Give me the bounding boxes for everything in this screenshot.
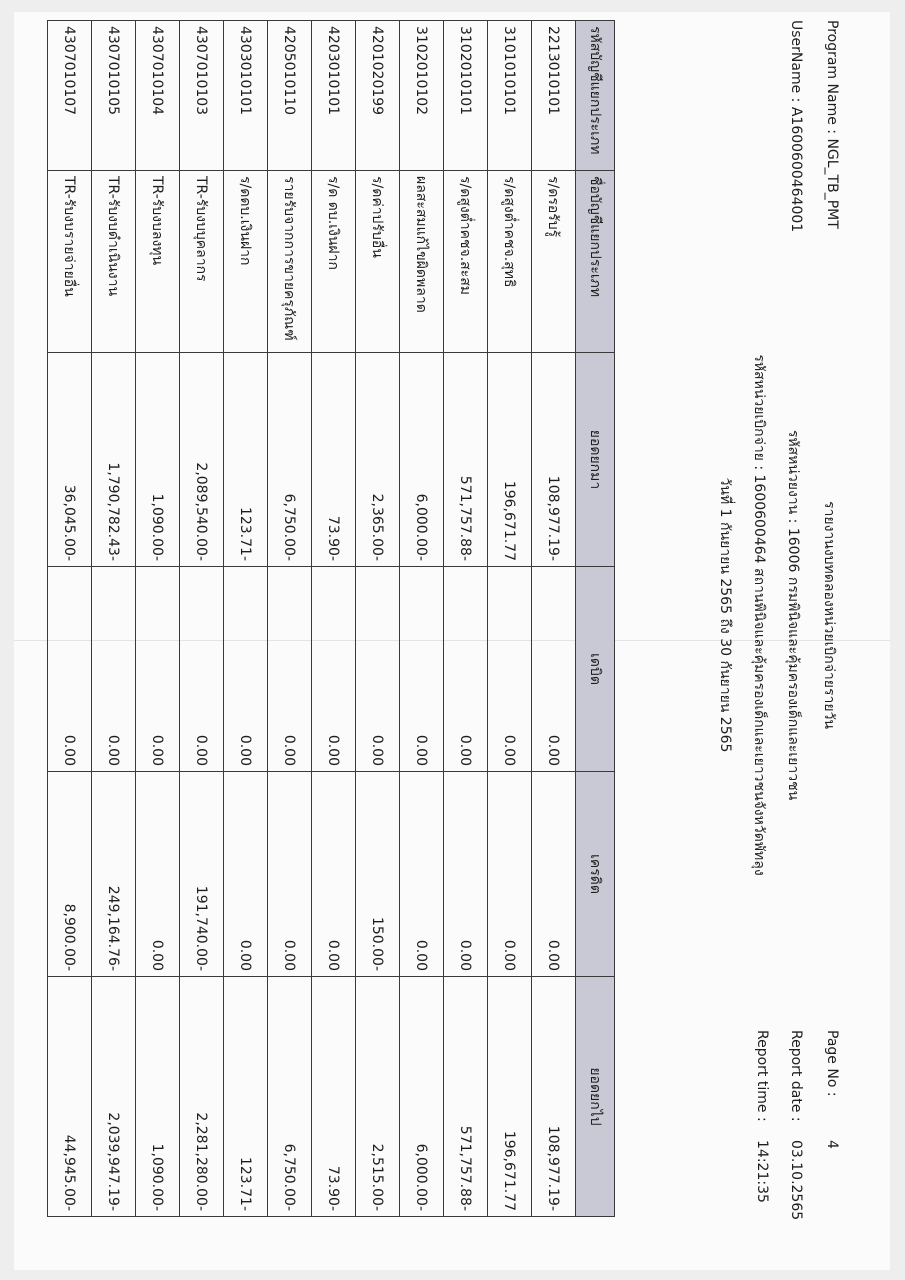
cell-account-name: ร/ด ดบ.เงินฝาก xyxy=(312,171,356,353)
cell-opening-balance: 73.90- xyxy=(312,353,356,567)
cell-opening-balance: 571,757.88- xyxy=(444,353,488,567)
cell-account-code: 4201020199 xyxy=(356,21,400,171)
col-header-account-code: รหัสบัญชีแยกประเภท xyxy=(576,21,615,171)
cell-account-name: TR-รับงบรายจ่ายอื่น xyxy=(48,171,92,353)
table-row xyxy=(444,21,488,1217)
cell-account-name: ร/ดดบ.เงินฝาก xyxy=(224,171,268,353)
program-name: Program Name : NGL_TB_PMT xyxy=(824,20,840,229)
cell-closing-balance: 6,000.00- xyxy=(400,977,444,1217)
cell-opening-balance: 123.71- xyxy=(224,353,268,567)
cell-closing-balance: 1,090.00- xyxy=(136,977,180,1217)
cell-debit: 0.00 xyxy=(92,567,136,772)
table-row xyxy=(92,21,136,1217)
cell-credit: 8,900.00- xyxy=(48,772,92,977)
cell-opening-balance: 2,365.00- xyxy=(356,353,400,567)
cell-debit: 0.00 xyxy=(444,567,488,772)
cell-debit: 0.00 xyxy=(268,567,312,772)
cell-account-name: ร/ดค่าปรับอื่น xyxy=(356,171,400,353)
cell-account-name: ผลสะสมแก้ไขผิดพลาด xyxy=(400,171,444,353)
cell-credit: 0.00 xyxy=(136,772,180,977)
username: UserName : A1600600464001 xyxy=(788,20,804,233)
table-header-row xyxy=(576,21,615,1217)
rotated-report xyxy=(30,20,850,1260)
cell-opening-balance: 6,000.00- xyxy=(400,353,444,567)
page-no-value: 4 xyxy=(824,1140,840,1149)
cell-credit: 249,164.76- xyxy=(92,772,136,977)
cell-debit: 0.00 xyxy=(224,567,268,772)
cell-closing-balance: 2,281,280.00- xyxy=(180,977,224,1217)
cell-closing-balance: 196,671.77 xyxy=(488,977,532,1217)
date-range: วันที่ 1 กันยายน 2565 ถึง 30 กันยายน 2565 xyxy=(717,477,733,753)
col-header-debit: เดบิต xyxy=(576,567,615,772)
cell-debit: 0.00 xyxy=(312,567,356,772)
cell-closing-balance: 108,977.19- xyxy=(532,977,576,1217)
table-row xyxy=(136,21,180,1217)
cell-closing-balance: 571,757.88- xyxy=(444,977,488,1217)
cell-account-name: ร/ดสูงต่ำคชจ.สุทธิ xyxy=(488,171,532,353)
cell-credit: 150.00- xyxy=(356,772,400,977)
cell-opening-balance: 196,671.77 xyxy=(488,353,532,567)
cell-opening-balance: 36,045.00- xyxy=(48,353,92,567)
disbursement-unit: รหัสหน่วยเบิกจ่าย : 1600600464 สถานพินิจและคุ้มครองเด็กและเยาวชนจังหวัดพัทลุง xyxy=(751,354,767,876)
table-row xyxy=(268,21,312,1217)
cell-debit: 0.00 xyxy=(532,567,576,772)
cell-debit: 0.00 xyxy=(136,567,180,772)
col-header-closing-balance: ยอดยกไป xyxy=(576,977,615,1217)
cell-account-code: 3101010101 xyxy=(488,21,532,171)
col-header-account-name: ชื่อบัญชีแยกประเภท xyxy=(576,171,615,353)
cell-credit: 0.00 xyxy=(224,772,268,977)
report-date-value: 03.10.2565 xyxy=(788,1140,804,1221)
cell-credit: 191,740.00- xyxy=(180,772,224,977)
cell-opening-balance: 2,089,540.00- xyxy=(180,353,224,567)
cell-account-name: รายรับจากการขายครุภัณฑ์ xyxy=(268,171,312,353)
cell-account-name: TR-รับงบดำเนินงาน xyxy=(92,171,136,353)
cell-account-code: 4307010105 xyxy=(92,21,136,171)
cell-debit: 0.00 xyxy=(488,567,532,772)
report-title: รายงานงบทดลองหน่วยเบิกจ่ายรายวัน xyxy=(821,500,837,729)
cell-account-code: 3102010102 xyxy=(400,21,444,171)
cell-account-code: 3102010101 xyxy=(444,21,488,171)
table-row xyxy=(312,21,356,1217)
cell-debit: 0.00 xyxy=(48,567,92,772)
cell-account-code: 4205010110 xyxy=(268,21,312,171)
cell-account-code: 4303010101 xyxy=(224,21,268,171)
table-row xyxy=(224,21,268,1217)
col-header-credit: เครดิต xyxy=(576,772,615,977)
table-row xyxy=(48,21,92,1217)
table-row xyxy=(356,21,400,1217)
cell-credit: 0.00 xyxy=(400,772,444,977)
cell-account-code: 4307010103 xyxy=(180,21,224,171)
cell-closing-balance: 73.90- xyxy=(312,977,356,1217)
trial-balance-table xyxy=(47,20,615,1217)
cell-closing-balance: 44,945.00- xyxy=(48,977,92,1217)
report-time-label: Report time : xyxy=(754,1030,770,1122)
cell-credit: 0.00 xyxy=(488,772,532,977)
cell-account-code: 4203010101 xyxy=(312,21,356,171)
cell-credit: 0.00 xyxy=(312,772,356,977)
cell-account-name: ร/ดสูงต่ำคชจ.สะสม xyxy=(444,171,488,353)
table-row xyxy=(180,21,224,1217)
cell-credit: 0.00 xyxy=(532,772,576,977)
cell-account-name: TR-รับงบลงทุน xyxy=(136,171,180,353)
cell-account-code: 4307010107 xyxy=(48,21,92,171)
cell-credit: 0.00 xyxy=(444,772,488,977)
agency-code: รหัสหน่วยงาน : 16006 กรมพินิจและคุ้มครองเด็กและเยาวชน xyxy=(785,429,801,801)
cell-opening-balance: 1,790,782.43- xyxy=(92,353,136,567)
table-row xyxy=(488,21,532,1217)
cell-debit: 0.00 xyxy=(180,567,224,772)
table-row xyxy=(532,21,576,1217)
cell-closing-balance: 6,750.00- xyxy=(268,977,312,1217)
cell-credit: 0.00 xyxy=(268,772,312,977)
report-time-value: 14:21:35 xyxy=(754,1140,770,1203)
cell-opening-balance: 6,750.00- xyxy=(268,353,312,567)
cell-account-name: ร/ดรอรับรู้ xyxy=(532,171,576,353)
col-header-opening-balance: ยอดยกมา xyxy=(576,353,615,567)
report-date-label: Report date : xyxy=(788,1030,804,1122)
cell-closing-balance: 2,515.00- xyxy=(356,977,400,1217)
cell-debit: 0.00 xyxy=(400,567,444,772)
page-no-label: Page No : xyxy=(824,1030,840,1097)
cell-account-name: TR-รับงบบุคลากร xyxy=(180,171,224,353)
table-row xyxy=(400,21,444,1217)
cell-closing-balance: 123.71- xyxy=(224,977,268,1217)
cell-closing-balance: 2,039,947.19- xyxy=(92,977,136,1217)
cell-account-code: 4307010104 xyxy=(136,21,180,171)
cell-opening-balance: 108,977.19- xyxy=(532,353,576,567)
cell-debit: 0.00 xyxy=(356,567,400,772)
cell-opening-balance: 1,090.00- xyxy=(136,353,180,567)
cell-account-code: 2213010101 xyxy=(532,21,576,171)
